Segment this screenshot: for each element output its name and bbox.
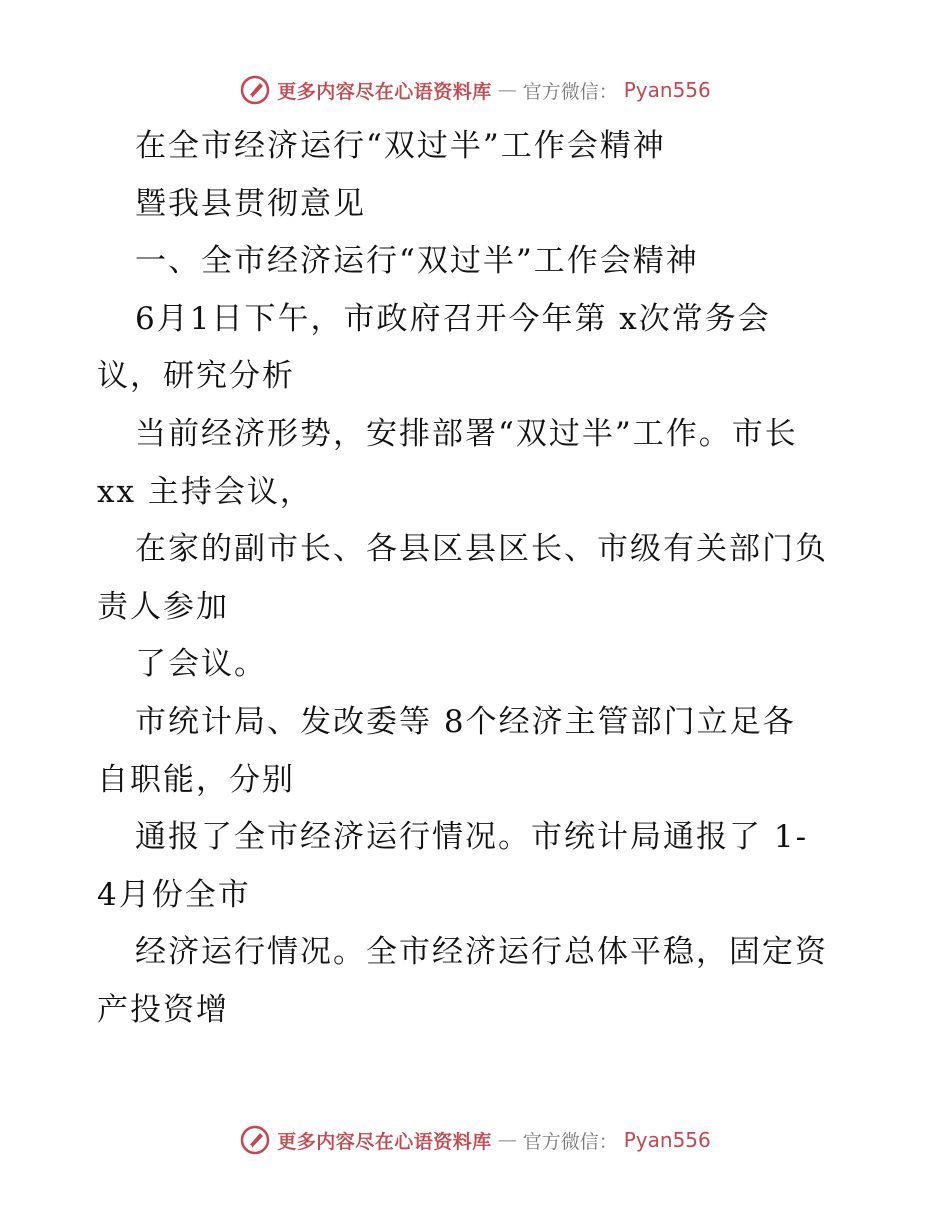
watermark-wechat-id: Pyan556 — [623, 78, 711, 102]
text-line: 在全市经济运行“双过半”工作会精神 — [135, 128, 666, 164]
text-line: 自职能，分别 — [97, 761, 295, 798]
text-line: 了会议。 — [135, 646, 267, 683]
text-line: 经济运行情况。全市经济运行总体平稳，固定资 — [135, 934, 828, 971]
text-line: 市统计局、发改委等 8个经济主管部门立足各 — [135, 703, 796, 740]
text-line: 议，研究分析 — [97, 358, 295, 395]
watermark-wechat-id: Pyan556 — [623, 1128, 711, 1152]
footer-watermark — [0, 1122, 950, 1158]
text-line: 6月1日下午，市政府召开今年第 x次常务会 — [135, 300, 771, 337]
watermark-official-label: 官方微信： — [522, 80, 618, 103]
header-watermark — [0, 72, 950, 108]
text-line: 责人参加 — [97, 588, 229, 625]
text-line: 通报了全市经济运行情况。市统计局通报了 1- — [135, 819, 809, 856]
text-line: 产投资增 — [97, 991, 229, 1028]
watermark-official-label: 官方微信： — [522, 1130, 618, 1153]
text-line: xx 主持会议， — [97, 473, 313, 510]
watermark-separator: — — [497, 1129, 517, 1151]
text-line: 在家的副市长、各县区县区长、市级有关部门负 — [135, 531, 828, 568]
pen-circle-icon — [239, 1124, 271, 1156]
text-line: 一、全市经济运行“双过半”工作会精神 — [135, 243, 699, 280]
text-line: 暨我县贯彻意见 — [135, 185, 366, 222]
pen-circle-icon — [239, 74, 271, 106]
document-body — [97, 118, 857, 1040]
watermark-separator: — — [497, 79, 517, 101]
watermark-brand-text: 更多内容尽在心语资料库 — [277, 80, 492, 103]
text-line: 当前经济形势，安排部署“双过半”工作。市长 — [135, 415, 798, 452]
text-line: 4月份全市 — [97, 876, 251, 913]
watermark-brand-text: 更多内容尽在心语资料库 — [277, 1130, 492, 1153]
